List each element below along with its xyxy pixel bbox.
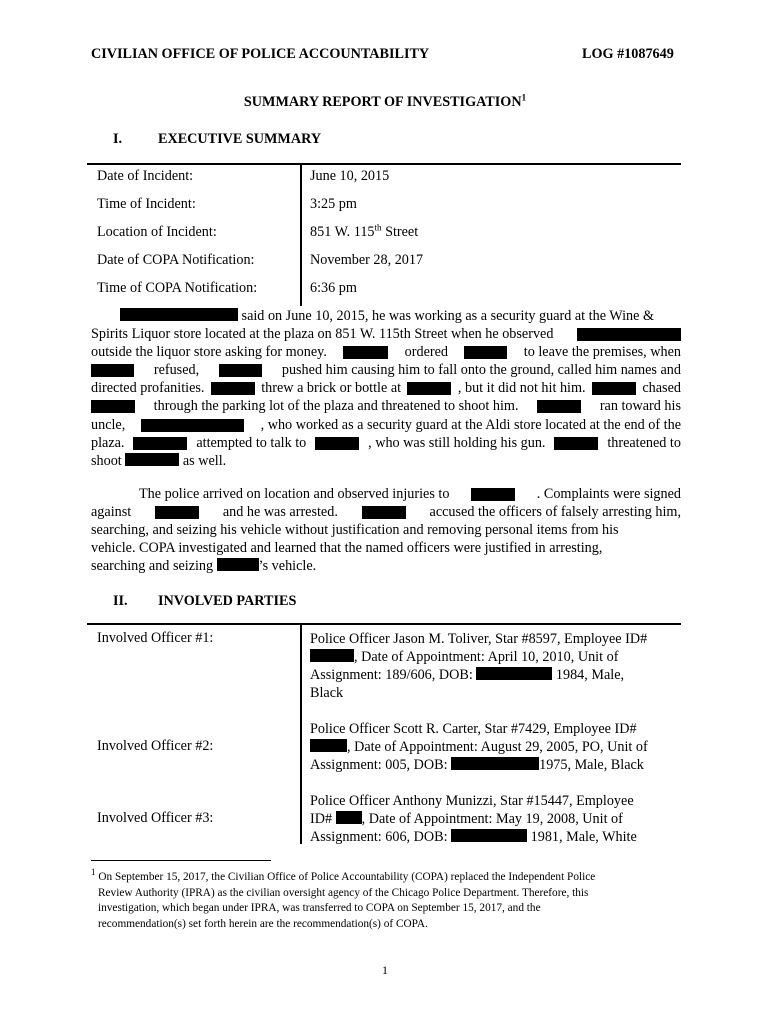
redaction (343, 346, 388, 359)
redaction (310, 649, 354, 662)
section-number: I. (113, 131, 123, 147)
redaction (91, 400, 135, 413)
redaction (141, 419, 244, 432)
footnote: $^1$ On September 15, 2017, the Civilian Office of Police Accountability (COPA) replaced the Independent Police Review Authority (IPRA) as the civilian oversight agency of the Chicago Police Department. Therefore, this investigation, which began under IPRA, was transferred to COPA on September 15, 2017, and the recommendation(s) set forth herein are the recommendation(s) of COPA. (91, 867, 596, 930)
incident-location-value: 851 W. 115th Street (310, 222, 419, 240)
redaction (310, 739, 347, 752)
officer-1-label: Involved Officer #1: (97, 630, 214, 646)
redaction (211, 382, 255, 395)
report-title: SUMMARY REPORT OF INVESTIGATION$^1$ (243, 92, 527, 110)
page-number: 1 (382, 963, 388, 977)
officer-3-label: Involved Officer #3: (97, 810, 214, 826)
redaction (592, 382, 636, 395)
agency-name: CIVILIAN OFFICE OF POLICE ACCOUNTABILITY (91, 46, 430, 62)
redaction (219, 364, 262, 377)
redaction (537, 400, 581, 413)
redaction (120, 308, 238, 321)
copa-notification-date-label: Date of COPA Notification: (97, 252, 255, 268)
log-number: LOG #1087649 (582, 46, 674, 62)
redaction (315, 437, 359, 450)
summary-paragraph-1: said on June 10, 2015, he was working as a security guard at the Wine & Spirits Liquor store located at the plaza on 851 W. 115th Street when he observed outside the liquor store asking for money. ordered to leave the premises, when refused, pushed him causing him to fall onto the ground, called him names and directed profanities. threw a brick or bottle at , but it did not hit him. chased through the parking lot of the plaza and threatened to shoot him. ran toward his uncle, , who worked as a security guard at the Aldi store located at the end of the plaza. attempted to talk to , who was still holding his gun. threatened to shoot as well. (91, 308, 681, 469)
table-divider (300, 624, 302, 844)
redaction (451, 829, 527, 842)
redaction (133, 437, 187, 450)
incident-date-label: Date of Incident: (97, 168, 194, 184)
summary-paragraph-2: The police arrived on location and observed injuries to . Complaints were signed against and he was arrested. accused the officers of falsely arresting him, searching, and seizing his vehicle without justification and removing personal items from his vehicle. COPA investigated and learned that the named officers were justified in arresting, searching and seizing ’s vehicle. (91, 486, 681, 575)
redaction (577, 328, 681, 341)
incident-location-label: Location of Incident: (97, 224, 217, 240)
redaction (336, 811, 362, 824)
redaction (362, 506, 406, 519)
section-title: EXECUTIVE SUMMARY (158, 131, 322, 147)
section-title: INVOLVED PARTIES (158, 593, 297, 609)
copa-notification-date-value: November 28, 2017 (310, 252, 424, 268)
officer-2-label: Involved Officer #2: (97, 738, 214, 754)
redaction (471, 488, 515, 501)
table-top-rule (87, 623, 681, 625)
table-divider (300, 164, 302, 306)
footnote-rule (91, 860, 271, 861)
incident-date-value: June 10, 2015 (310, 168, 390, 184)
redaction (476, 667, 552, 680)
officer-1-details: Police Officer Jason M. Toliver, Star #8597, Employee ID# , Date of Appointment: April 10, 2010, Unit of Assignment: 189/606, DOB: 1984, Male, Black (310, 631, 648, 701)
incident-time-label: Time of Incident: (97, 196, 196, 212)
redaction (451, 757, 539, 770)
section-number: II. (113, 593, 128, 609)
copa-notification-time-label: Time of COPA Notification: (97, 280, 258, 296)
redaction (464, 346, 507, 359)
redaction (217, 558, 259, 571)
table-top-rule (87, 163, 681, 165)
redaction (155, 506, 199, 519)
copa-notification-time-value: 6:36 pm (310, 280, 357, 296)
redaction (125, 453, 179, 466)
redaction (407, 382, 451, 395)
redaction (554, 437, 598, 450)
redaction (91, 364, 134, 377)
officer-2-details: Police Officer Scott R. Carter, Star #7429, Employee ID# , Date of Appointment: August 29, 2005, PO, Unit of Assignment: 005, DOB: 1975, Male, Black (310, 721, 648, 773)
incident-time-value: 3:25 pm (310, 196, 357, 212)
officer-3-details: Police Officer Anthony Munizzi, Star #15447, Employee ID# , Date of Appointment: May 19, 2008, Unit of Assignment: 606, DOB: 1981, Male, White (310, 793, 637, 845)
